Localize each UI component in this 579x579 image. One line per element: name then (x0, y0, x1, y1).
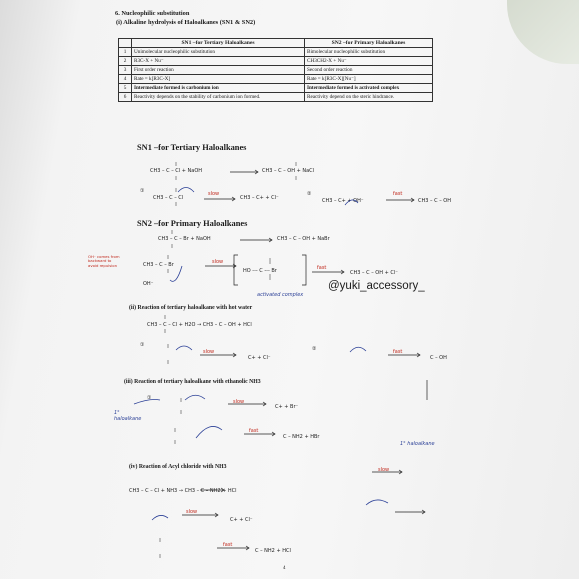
section-ii-step1-arrow-label: slow (203, 349, 215, 355)
column-header-sn2: SN2 –for Primary Haloalkanes (304, 39, 432, 48)
sn1-step2-product: CH3 – C – OH (418, 198, 451, 204)
sn2-arrow1-label: slow (212, 259, 224, 265)
section-iv-side-label: 1° haloalkane (400, 441, 435, 447)
section-ii-title: (ii) Reaction of tertiary haloalkane with hot water (129, 305, 253, 311)
sn2-mech-reactant: CH3 – C – Br (143, 262, 174, 268)
section-iv-step1-arrow-label: slow (186, 509, 198, 515)
section-ii-step1-number: ① (140, 342, 145, 348)
curved-arrow (350, 347, 366, 352)
sn1-step1-arrow-label: slow (208, 191, 220, 197)
row-number: 2 (119, 57, 132, 66)
section-iv-step2-arrow-label: fast (223, 542, 233, 548)
section-iv-title: (iv) Reaction of Acyl chloride with NH3 (129, 464, 227, 470)
curved-arrow (170, 266, 182, 281)
subsection-title: (i) Alkaline hydrolysis of Haloalkanes (SN1 & SN2) (116, 19, 256, 26)
sn1-overall-left: CH3 – C – Cl + NaOH (150, 168, 203, 174)
section-iv-step1-product: C+ + Cl⁻ (230, 517, 253, 523)
bracket-right (302, 255, 306, 285)
section-ii-step2-arrow-label: fast (393, 349, 403, 355)
curved-arrow (178, 188, 194, 193)
section-ii-step2-product: C – OH (430, 355, 447, 361)
section-ii-step2-number: ② (312, 346, 317, 352)
column-header-sn1: SN1 –for Tertiary Haloalkanes (132, 39, 305, 48)
watermark: @yuki_accessory_ (328, 280, 425, 292)
sn1-step1-number: ① (140, 188, 145, 194)
curved-arrow (366, 500, 388, 505)
reaction-arrows (182, 170, 427, 550)
row-number: 6 (119, 93, 132, 102)
cell-sn2: Intermediate formed is activated complex (304, 84, 432, 93)
electron-arrows (134, 188, 388, 521)
cell-sn1: First order reaction (132, 66, 305, 75)
section-iii-step1-arrow-label: slow (233, 399, 245, 405)
curved-arrow (345, 200, 358, 205)
section-iv-right-arrow-label: slow (378, 467, 390, 473)
row-number: 4 (119, 75, 132, 84)
cell-sn1: Unimolecular nucleophilic substitution (132, 48, 305, 57)
sn2-overall-right: CH3 – C – OH + NaBr (277, 236, 330, 242)
activated-complex-label: activated complex (257, 292, 304, 298)
section-iii-step1-number: ① (147, 395, 152, 401)
row-number: 3 (119, 66, 132, 75)
section-title: 6. Nucleophilic substitution (115, 10, 190, 17)
cell-sn1: R3C-X + Nu⁻ (132, 57, 305, 66)
sn2-arrow2-label: fast (317, 265, 327, 271)
sn2-title: SN2 –for Primary Haloalkanes (137, 219, 248, 228)
sn1-step2-reactant: CH3 – C+ + OH⁻ (322, 198, 364, 204)
cell-sn1: Rate = k[R3C-X] (132, 75, 305, 84)
sn1-step2-number: ② (307, 191, 312, 197)
side-label-line: 1° (114, 410, 120, 416)
sn1-overall-right: CH3 – C – OH + NaCl (262, 168, 315, 174)
section-iii-title: (iii) Reaction of tertiary haloalkane with ethanolic NH3 (124, 379, 261, 385)
page-number: 4 (283, 566, 286, 571)
cell-sn2: Reactivity depend on the steric hindrance. (304, 93, 432, 102)
sn2-nucleophile: OH⁻ (143, 281, 154, 287)
sn1-step1-product: CH3 – C+ + Cl⁻ (240, 195, 279, 201)
curved-arrow (152, 515, 168, 520)
sn1-step1-reactant: CH3 – C – Cl (153, 195, 184, 201)
curved-arrow (176, 346, 192, 350)
section-ii-equation: CH3 – C – Cl + H2O → CH3 – C – OH + HCl (147, 322, 252, 328)
sn2-overall-left: CH3 – C – Br + NaOH (158, 236, 211, 242)
bracket-left (234, 255, 238, 285)
curved-arrow (134, 400, 160, 405)
section-ii-step1-product: C+ + Cl⁻ (248, 355, 271, 361)
cell-sn1: Reactivity depends on the stability of carbonium ion formed. (132, 93, 305, 102)
section-iv-equation: CH3 – C – Cl + NH3 → CH3 – C – NH2 + HCl (129, 488, 237, 494)
section-iv-step2-product: C – NH2 + HCl (255, 548, 291, 554)
sn2-mech-product: CH3 – C – OH + Cl⁻ (350, 270, 398, 276)
curved-arrow (196, 426, 222, 438)
bond-lines (160, 162, 299, 558)
curved-arrow (185, 395, 205, 400)
sn1-title: SN1 –for Tertiary Haloalkanes (137, 143, 247, 152)
cell-sn1: Intermediate formed is carbonium ion (132, 84, 305, 93)
cell-sn2: CH3CH2-X + Nu⁻ (304, 57, 432, 66)
section-iii-step1-product: C+ + Br⁻ (275, 404, 299, 410)
cell-sn2: Second order reaction (304, 66, 432, 75)
cell-sn2: Rate = k[R3C-X][Nu⁻] (304, 75, 432, 84)
sn1-step2-arrow-label: fast (393, 191, 403, 197)
side-note-line: avoid repulsion (88, 262, 118, 268)
row-number: 5 (119, 84, 132, 93)
side-note-line: OH⁻ comes from (88, 254, 120, 259)
sn2-activated-complex: HO --- C --- Br (243, 268, 277, 274)
side-note-line: backward to (88, 258, 112, 264)
section-iii-step2-arrow-label: fast (249, 428, 259, 434)
section-iii-step2-product: C – NH2 + HBr (283, 434, 320, 440)
row-number: 1 (119, 48, 132, 57)
cell-sn2: Bimolecular nucleophilic substitution (304, 48, 432, 57)
side-label-line: haloalkane (114, 416, 142, 422)
